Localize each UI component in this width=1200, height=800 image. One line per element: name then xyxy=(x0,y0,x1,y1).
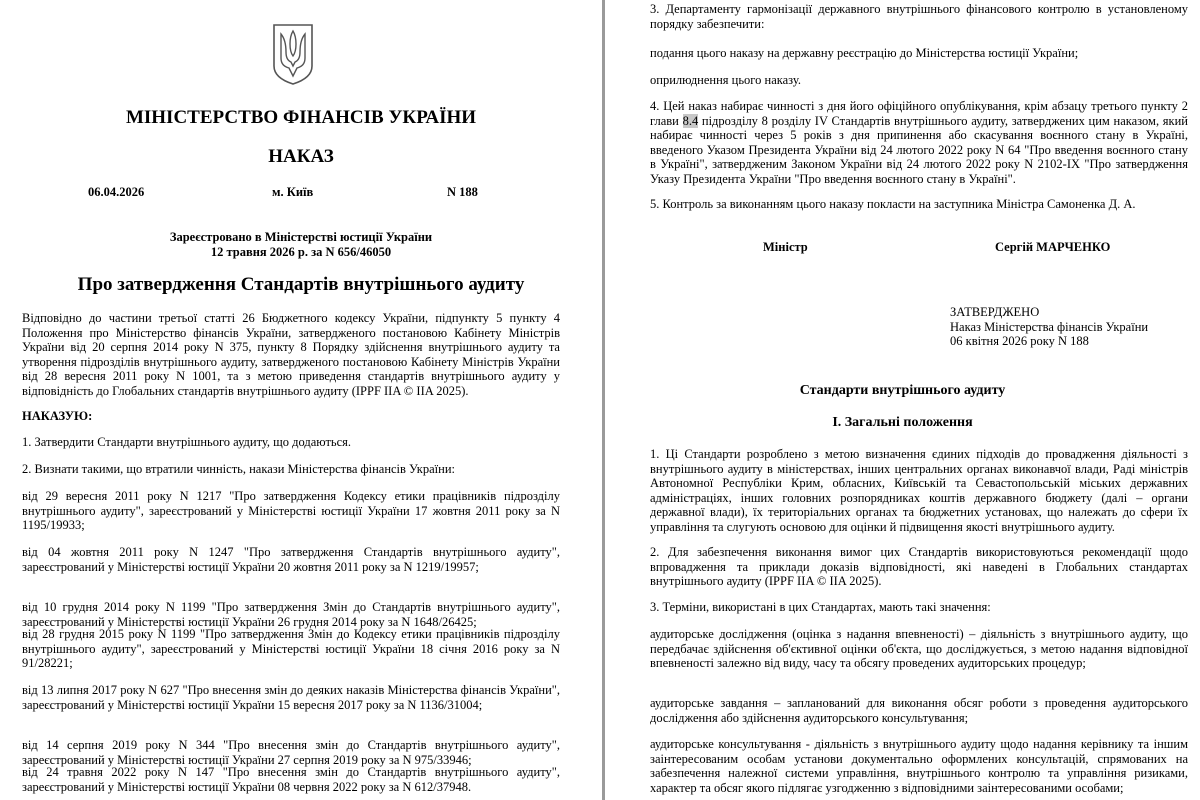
item-3: 3. Департаменту гармонізації державного внутрішнього фінансового контролю в установленому порядку забезпечити: xyxy=(650,2,1188,31)
standards-paragraph-1: 1. Ці Стандарти розроблено з метою визначення єдиних підходів до провадження діяльності з внутрішнього аудиту в міністерствах, інших центральних органах виконавчої влади, Раді міністрів Автономної Республіки Крим, обласних, Київській та Севастопольській міських державних адміністраціях, інших головних розпорядниках коштів державного бюджету (далі – органи державної влади), їх територіальних органах та бюджетних установах, що належать до сфери їх управління та слугують основою для оцінки й підвищення якості внутрішнього аудиту. xyxy=(650,447,1188,534)
approved-by-order: Наказ Міністерства фінансів України xyxy=(950,319,1149,334)
document-title: Про затвердження Стандартів внутрішнього аудиту xyxy=(77,274,525,295)
term-definition: аудиторське завдання – запланований для виконання обсяг роботи з проведення аудиторського дослідження або здійснення аудиторського консультування; xyxy=(650,696,1188,725)
registration-note xyxy=(0,230,602,259)
item-1: 1. Затвердити Стандарти внутрішнього аудиту, що додаються. xyxy=(22,435,352,449)
item-3-b: оприлюднення цього наказу. xyxy=(650,73,801,87)
standards-paragraph-2: 2. Для забезпечення виконання вимог цих Стандартів використовуються рекомендації щодо впровадження та приклади доказів відповідності, які наведені в Глобальних стандартах внутрішнього аудиту (IPPF IIA © IIA 2025). xyxy=(650,545,1188,588)
revoked-order-item: від 10 грудня 2014 року N 1199 "Про затвердження Змін до Стандартів внутрішнього аудиту", зареєстрований у Міністерстві юстиції України 26 грудня 2014 року за N 1648/26425; xyxy=(22,600,560,629)
section-title: I. Загальні положення xyxy=(832,415,973,430)
item-4-rest: підрозділу 8 розділу IV Стандартів внутрішнього аудиту, затверджених цим наказом, який набирає чинності через 5 років з дня припинення або скасування воєнного стану в Україні, введеного Указом Президента України від 24 лютого 2022 року N 64 "Про введення воєнного стану в Україні", затвердженим Законом України від 24 лютого 2022 року N 2102-IX "Про затвердження Указу Президента України "Про введення воєнного стану в Україні". xyxy=(650,113,1188,186)
term-definition: аудиторське консультування - діяльність з внутрішнього аудиту щодо надання керівнику та іншим заінтересованим особам установи документально оформлених консультацій, спрямованих на забезпечення належної системи управління, внутрішнього контролю та управління ризиками, характер та обсяг якого підлягає узгодженню з відповідними заінтересованими особами; xyxy=(650,737,1188,795)
highlighted-subsection-ref: 8.4 xyxy=(682,113,699,128)
order-page-right xyxy=(605,0,1200,800)
item-3-a: подання цього наказу на державну реєстрацію до Міністерства юстиції України; xyxy=(650,46,1079,60)
approval-block xyxy=(950,305,1148,349)
trident-emblem-icon xyxy=(270,22,316,86)
approved-date: 06 квітня 2026 року N 188 xyxy=(950,334,1089,348)
ministry-name: МІНІСТЕРСТВО ФІНАНСІВ УКРАЇНИ xyxy=(125,107,477,128)
revoked-order-item: від 29 вересня 2011 року N 1217 "Про затвердження Кодексу етики працівників підрозділу внутрішнього аудиту", зареєстрований у Міністерстві юстиції України 17 жовтня 2011 року за N 1195/19933; xyxy=(22,489,560,532)
item-2: 2. Визнати такими, що втратили чинність, накази Міністерства фінансів України: xyxy=(22,462,456,476)
order-date: 06.04.2026 xyxy=(88,185,145,199)
revoked-order-item: від 13 липня 2017 року N 627 "Про внесення змін до деяких наказів Міністерства фінансів України", зареєстрований у Міністерстві юстиції України 15 вересня 2017 року за N 1136/31004; xyxy=(22,683,560,712)
preamble-paragraph: Відповідно до частини третьої статті 26 Бюджетного кодексу України, підпункту 5 пункту 4 Положення про Міністерство фінансів України, затвердженого постановою Кабінету Міністрів України від 20 серпня 2014 року N 375, пункту 8 Порядку здійснення внутрішнього аудиту та утворення підрозділів внутрішнього аудиту, затвердженого постановою Кабінету Міністрів України від 28 вересня 2011 року N 1001, та з метою приведення стандартів внутрішнього аудиту у відповідність до Глобальних стандартів внутрішнього аудиту (IPPF IIA © IIA 2025). xyxy=(22,311,560,398)
document-type: НАКАЗ xyxy=(268,146,334,167)
item-4-start: 4. Цей наказ набирає чинності з дня його офіційного опублікування, крім абзацу третього пункту 2 глави xyxy=(650,99,1188,128)
revoked-order-item: від 14 серпня 2019 року N 344 "Про внесення змін до Стандартів внутрішнього аудиту", зареєстрований у Міністерстві юстиції України 27 серпня 2019 року за N 975/33946; xyxy=(22,738,560,767)
revoked-order-item: від 28 грудня 2015 року N 1199 "Про затвердження Змін до Кодексу етики працівників підрозділу внутрішнього аудиту", зареєстрований у Міністерстві юстиції України 18 січня 2016 року за N 91/28221; xyxy=(22,627,560,670)
item-5: 5. Контроль за виконанням цього наказу покласти на заступника Міністра Самоненка Д. А. xyxy=(650,197,1136,211)
order-city: м. Київ xyxy=(272,185,314,199)
order-word: НАКАЗУЮ: xyxy=(22,409,93,423)
signature-role: Міністр xyxy=(763,240,808,254)
registration-line-1: Зареєстровано в Міністерстві юстиції України xyxy=(169,230,433,244)
item-4 xyxy=(650,99,1188,186)
standards-title: Стандарти внутрішнього аудиту xyxy=(799,383,1006,398)
approved-label: ЗАТВЕРДЖЕНО xyxy=(950,305,1040,319)
order-number: N 188 xyxy=(447,185,478,199)
revoked-order-item: від 24 травня 2022 року N 147 "Про внесення змін до Стандартів внутрішнього аудиту", зареєстрований у Міністерстві юстиції України 08 червня 2022 року за N 612/37948. xyxy=(22,765,560,794)
revoked-order-item: від 04 жовтня 2011 року N 1247 "Про затвердження Стандартів внутрішнього аудиту", зареєстрований у Міністерстві юстиції України 20 жовтня 2011 року за N 1219/19957; xyxy=(22,545,560,574)
registration-line-2: 12 травня 2026 р. за N 656/46050 xyxy=(210,244,392,259)
standards-paragraph-3: 3. Терміни, використані в цих Стандартах, мають такі значення: xyxy=(650,600,991,614)
term-definition: аудиторське дослідження (оцінка з надання впевненості) – діяльність з внутрішнього аудиту, що передбачає здійснення об'єктивної оцінки об'єкта, що досліджується, з метою надання відповідної впевненості залежно від виду, часу та обсягу проведених аудиторських процедур; xyxy=(650,627,1188,670)
signature-name: Сергій МАРЧЕНКО xyxy=(995,240,1111,254)
